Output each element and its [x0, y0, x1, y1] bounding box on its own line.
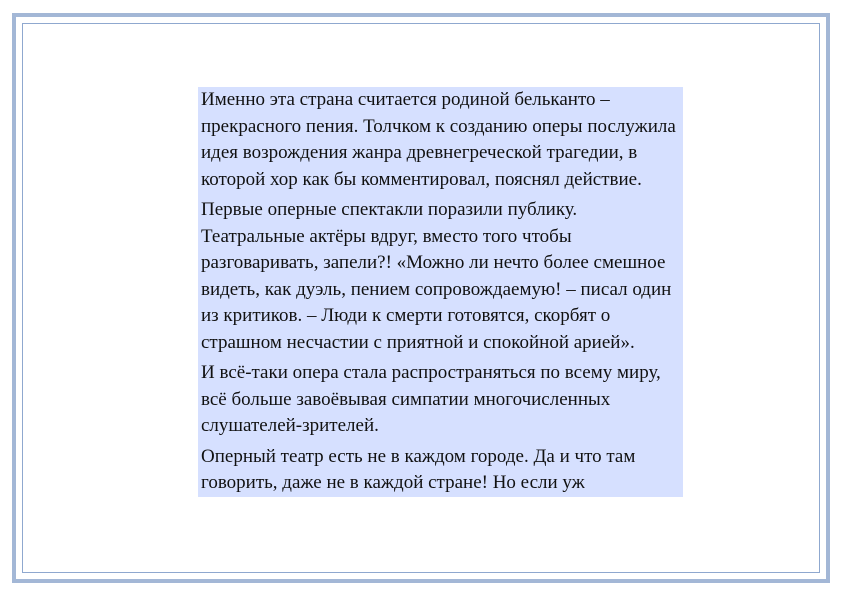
- paragraph-3: И всё-таки опера стала распространяться по всему миру, всё больше завоёвывая симпатии многочисленных слушателей-зрителей.: [201, 362, 661, 436]
- text-box[interactable]: [198, 87, 683, 497]
- paragraph-2: Первые оперные спектакли поразили публику. Театральные актёры вдруг, вместо того чтобы разговаривать, запели?! «Можно ли нечто более смешное видеть, как дуэль, пением сопровождаемую! – писал один из критиков. – Люди к смерти готовятся, скорбят о страшном несчастии с приятной и спокойной арией».: [201, 199, 672, 353]
- paragraph-4: Оперный театр есть не в каждом городе. Да и что там говорить, даже не в каждой стране! Но если уж: [201, 445, 636, 493]
- paragraph-1: Именно эта страна считается родиной бельканто – прекрасного пения. Толчком к созданию оперы послужила идея возрождения жанра древнегреческой трагедии, в которой хор как бы комментировал, пояснял действие.: [201, 89, 676, 190]
